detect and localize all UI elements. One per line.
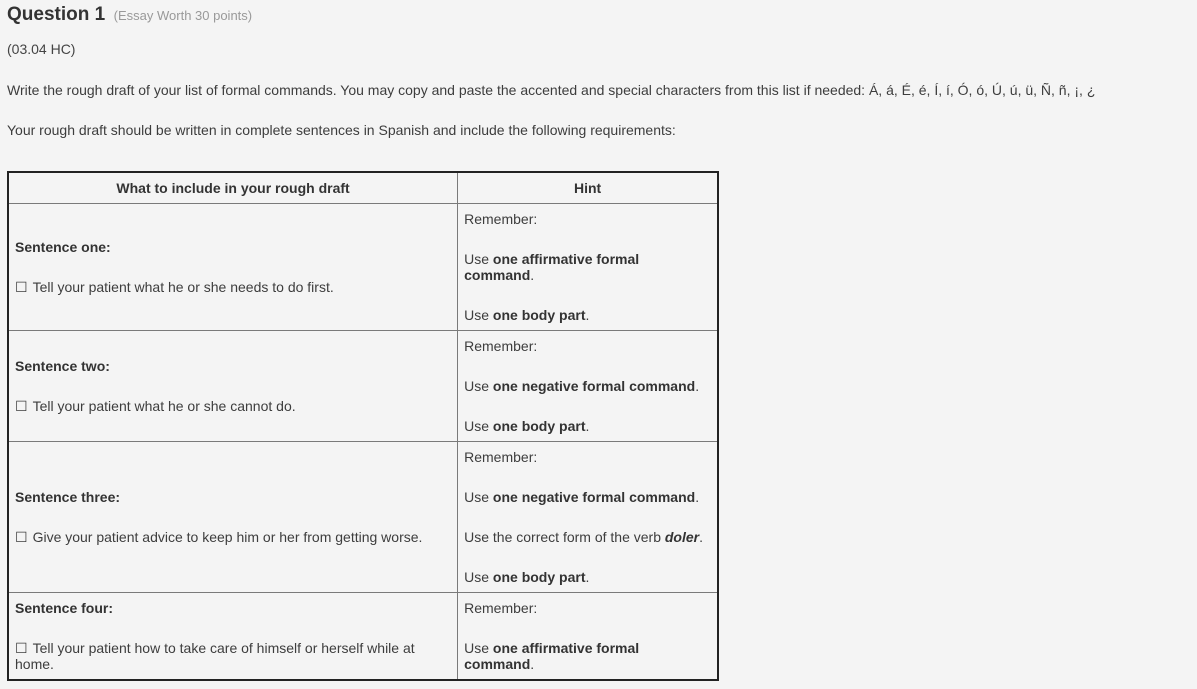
requirement-cell [8,442,458,593]
hint-line: Use one body part. [464,569,590,585]
task-text: Tell your patient what he or she cannot do. [32,398,296,414]
column-header-hint: Hint [458,172,718,204]
table-row [8,331,718,442]
hint-line: Use one body part. [464,418,590,434]
question-points-label: (Essay Worth 30 points) [113,8,253,23]
table-row [8,442,718,593]
task-text: Give your patient advice to keep him or her from getting worse. [32,529,423,545]
sentence-label: Sentence three: [15,489,121,505]
sentence-task [15,279,449,295]
hint-line: Use one negative formal command. [464,378,700,394]
requirements-table [7,171,719,681]
checkbox-icon: ☐ [15,398,28,414]
sentence-task [15,529,449,545]
hint-cell [458,593,718,681]
column-header-what-to-include: What to include in your rough draft [8,172,458,204]
table-row [8,204,718,331]
sentence-label: Sentence one: [15,239,111,255]
requirement-cell [8,331,458,442]
checkbox-icon: ☐ [15,279,28,295]
hint-cell [458,442,718,593]
hint-line: Use the correct form of the verb doler. [464,529,703,545]
hint-line: Use one negative formal command. [464,489,700,505]
sentence-label: Sentence four: [15,600,114,616]
hint-line: Use one body part. [464,307,590,323]
table-row [8,593,718,681]
hint-cell [458,204,718,331]
hint-line: Use one affirmative formal command. [464,640,640,672]
task-text: Tell your patient what he or she needs to do first. [32,279,334,295]
hint-line: Remember: [464,600,538,616]
sentence-task [15,640,449,672]
instruction-paragraph-2: Your rough draft should be written in complete sentences in Spanish and include the following requirements: [7,122,676,138]
task-text: Tell your patient how to take care of himself or herself while at home. [15,640,415,672]
lesson-code: (03.04 HC) [7,41,76,57]
table-header-row [8,172,718,204]
hint-cell [458,331,718,442]
hint-line: Remember: [464,211,538,227]
requirement-cell [8,204,458,331]
hint-line: Remember: [464,338,538,354]
checkbox-icon: ☐ [15,640,28,656]
checkbox-icon: ☐ [15,529,28,545]
sentence-label: Sentence two: [15,358,110,374]
question-title: Question 1 [7,4,106,25]
instruction-paragraph-1: Write the rough draft of your list of formal commands. You may copy and paste the accented and special characters from this list if needed: Á, á, É, é, Í, í, Ó, ó, Ú, ú, ü, Ñ, ñ, ¡, ¿ [7,82,1096,98]
requirement-cell [8,593,458,681]
sentence-task [15,398,449,414]
hint-line: Remember: [464,449,538,465]
hint-line: Use one affirmative formal command. [464,251,640,283]
question-header [7,4,1189,27]
